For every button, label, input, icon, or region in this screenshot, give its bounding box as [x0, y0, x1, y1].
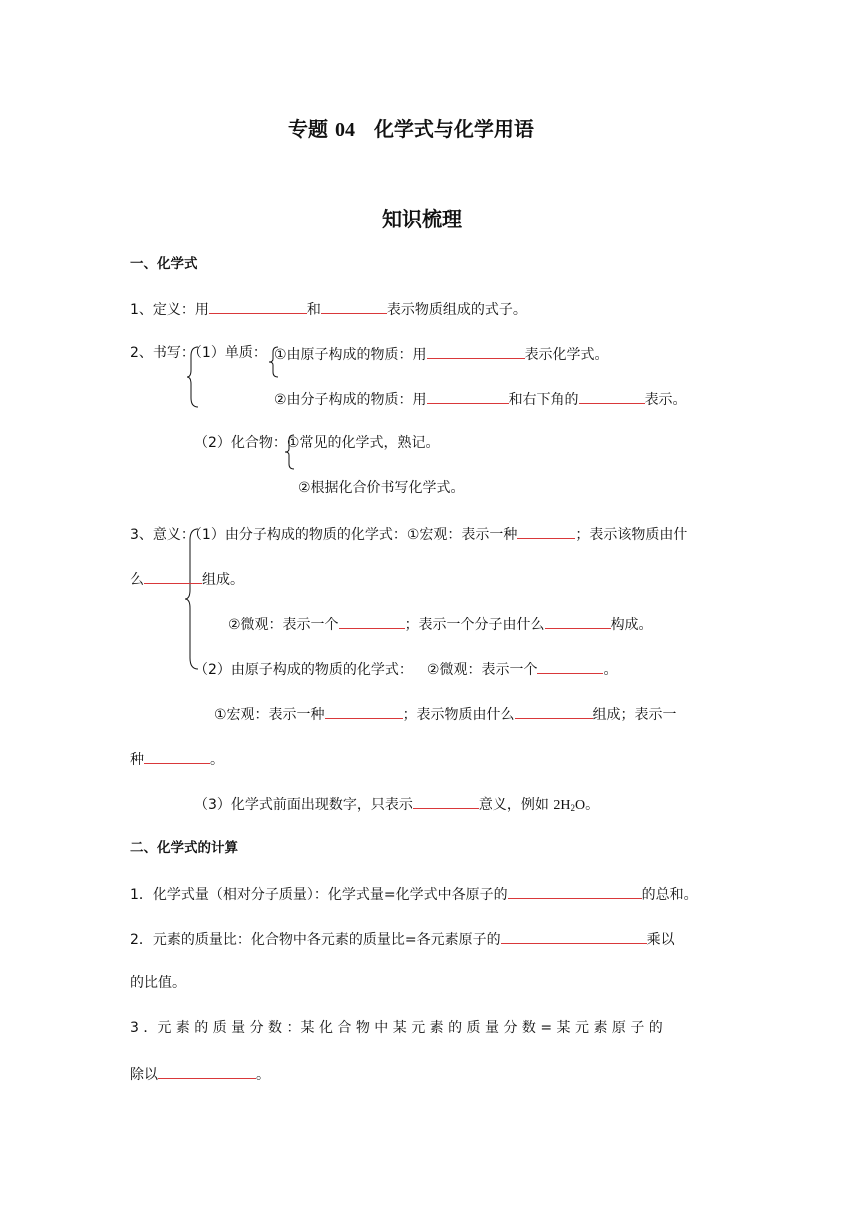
calc3-text-c: 。: [256, 1067, 270, 1083]
mean-text-c: 么: [130, 572, 144, 588]
write-line-2: [274, 388, 687, 410]
definition-line: [130, 298, 527, 320]
atom-text-a: （2）由原子构成的物质的化学式：: [194, 662, 413, 678]
write-text-c: 表示化学式。: [524, 347, 609, 363]
calc-line-2b: 的比值。: [130, 975, 186, 991]
blank-2[interactable]: [321, 298, 387, 314]
mean-text-a: 3、意义：（1）由分子构成的物质的化学式：①宏观：表示一种: [130, 527, 518, 543]
blank-13[interactable]: [144, 748, 210, 764]
blank-4[interactable]: [427, 388, 509, 404]
calc3-text-b: 除以: [130, 1067, 158, 1083]
calc1-text-b: 的总和。: [641, 887, 698, 903]
blank-17[interactable]: [158, 1063, 256, 1079]
blank-16[interactable]: [501, 928, 647, 944]
blank-7[interactable]: [144, 568, 202, 584]
def-text-b: 和: [306, 302, 321, 318]
atom-text-c: 。: [603, 662, 618, 678]
formula-o: O: [575, 798, 586, 813]
macro-line-2: [130, 748, 224, 770]
macro-text-a: ①宏观：表示一种: [214, 707, 325, 723]
atom-text-b: ②微观：表示一个: [426, 662, 538, 678]
calc2-text-b: 乘以: [646, 932, 675, 948]
mean-text-b: ；表示该物质由什: [575, 527, 688, 543]
blank-15[interactable]: [508, 883, 642, 899]
title-prefix: 专题: [288, 117, 328, 141]
blank-5[interactable]: [579, 388, 645, 404]
compound-line-2: ②根据化合价书写化学式。: [298, 480, 465, 496]
num-text-b: 意义，例如: [478, 797, 549, 813]
num-text-a: （3）化学式前面出现数字，只表示: [194, 797, 413, 813]
micro-line: [228, 613, 653, 635]
write-line-1: [130, 343, 267, 363]
blank-11[interactable]: [325, 703, 403, 719]
meaning-line-1: [130, 523, 687, 545]
blank-1[interactable]: [209, 298, 307, 314]
def-text-a: 1、定义：用: [130, 302, 209, 318]
title-main: 化学式与化学用语: [373, 117, 534, 141]
write-text-f: 表示。: [644, 392, 687, 408]
calc-line-3b: [130, 1063, 270, 1085]
section-title: 知识梳理: [382, 207, 462, 231]
blank-10[interactable]: [537, 658, 603, 674]
atom-line: [194, 658, 617, 680]
micro-text-a: ②微观：表示一个: [228, 617, 339, 633]
micro-text-c: 构成。: [610, 617, 653, 633]
part2-heading: 二、化学式的计算: [130, 840, 238, 856]
macro-text-d: 种: [130, 752, 144, 768]
calc-line-2: [130, 928, 675, 950]
formula-subscript: 2: [570, 803, 575, 813]
blank-3[interactable]: [427, 343, 525, 359]
write-line-1b: [274, 343, 609, 365]
number-line: [194, 793, 599, 818]
comp-text-b: ①常见的化学式，熟记。: [286, 435, 440, 451]
macro-text-c: 组成；表示一: [592, 707, 677, 723]
write-text-d: ②由分子构成的物质：用: [274, 392, 427, 408]
blank-8[interactable]: [339, 613, 405, 629]
compound-line-1: [194, 433, 439, 453]
mean-text-d: 组成。: [202, 572, 244, 588]
doc-title: [288, 116, 534, 143]
calc1-text-a: 1．化学式量（相对分子质量）：化学式量=化学式中各原子的: [130, 887, 508, 903]
def-text-c: 表示物质组成的式子。: [386, 302, 527, 318]
formula-2h: 2H: [553, 798, 571, 813]
write-text-b: ①由原子构成的物质：用: [274, 347, 427, 363]
calc-line-3: 3 ．元 素 的 质 量 分 数 ：某 化 合 物 中 某 元 素 的 质 量 分 数 = 某 元 素 原 子 的: [130, 1020, 663, 1036]
blank-12[interactable]: [515, 703, 593, 719]
write-text-a: 2、书写：（1）单质：: [130, 345, 267, 361]
blank-9[interactable]: [545, 613, 611, 629]
blank-6[interactable]: [517, 523, 575, 539]
macro-line-1: [214, 703, 677, 725]
brace-meaning: [184, 528, 200, 670]
title-number: 04: [334, 119, 355, 141]
calc-line-1: [130, 883, 698, 905]
blank-14[interactable]: [413, 793, 479, 809]
write-text-e: 和右下角的: [508, 392, 579, 408]
meaning-line-2: [130, 568, 244, 590]
calc2-text-a: 2．元素的质量比：化合物中各元素的质量比=各元素原子的: [130, 932, 501, 948]
part1-heading: 一、化学式: [130, 256, 198, 272]
comp-text-a: （2）化合物：: [194, 435, 287, 451]
macro-text-e: 。: [210, 752, 224, 768]
micro-text-b: ；表示一个分子由什么: [404, 617, 545, 633]
macro-text-b: ；表示物质由什么: [402, 707, 515, 723]
num-text-e: 。: [585, 797, 600, 813]
